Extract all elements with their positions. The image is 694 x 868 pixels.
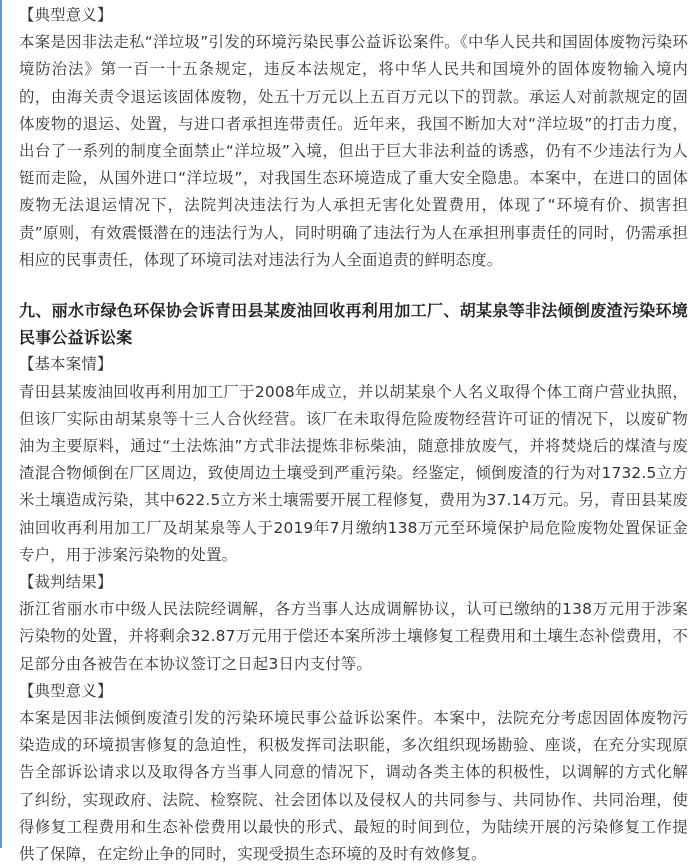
- section-label-result: 【裁判结果】: [19, 573, 113, 592]
- significance-paragraph-2: 本案是因非法倾倒废渣引发的污染环境民事公益诉讼案件。本案中，法院充分考虑因固体废物污染造成的环境损害修复的急迫性，积极发挥司法职能，多次组织现场勘验、座谈，在充分实现原告全部诉讼请求以及取得各方当事人同意的情况下，调动各类主体的积极性，以调解的方式化解了纠纷，实现政府、法院、检察院、社会团体以及侵权人的共同参与、共同协作、共同治理，使得修复工程费用和生态补偿费用以最快的形式、最短的时间到位，为陆续开展的污染修复工作提供了保障，在定纷止争的同时，实现受损生态环境的及时有效修复。: [19, 709, 688, 864]
- article-body: [2, 0, 694, 868]
- result-paragraph: 浙江省丽水市中级人民法院经调解，各方当事人达成调解协议，认可已缴纳的138万元用于涉案污染物的处置，并将剩余32.87万元用于偿还本案所涉土壤修复工程费用和土壤生态补偿费用，不足部分由各被告在本协议签订之日起3日内支付等。: [19, 600, 688, 673]
- section-label-significance-2: 【典型意义】: [19, 681, 113, 700]
- significance-paragraph-1: 本案是因非法走私“洋垃圾”引发的环境污染民事公益诉讼案件。《中华人民共和国固体废物污染环境防治法》第一百一十五条规定，违反本法规定，将中华人民共和国境外的固体废物输入境内的，由海关责令退运该固体废物，处五十万元以上五百万元以下的罚款。承运人对前款规定的固体废物的退运、处置，与进口者承担连带责任。近年来，我国不断加大对“洋垃圾”的打击力度，出台了一系列的制度全面禁止“洋垃圾”入境，但出于巨大非法利益的诱惑，仍有不少违法行为人铤而走险，从国外进口“洋垃圾”，对我国生态环境造成了重大安全隐患。本案中，在进口的固体废物无法退运情况下，法院判决违法行为人承担无害化处置费用，体现了“环境有价、损害担责”原则，有效震慑潜在的违法行为人，同时明确了违法行为人在承担刑事责任的同时，仍需承担相应的民事责任，体现了环境司法对违法行为人全面追责的鲜明态度。: [19, 33, 688, 269]
- facts-paragraph: 青田县某废油回收再利用加工厂于2008年成立，并以胡某泉个人名义取得个体工商户营业执照，但该厂实际由胡某泉等十三人合伙经营。该厂在未取得危险废物经营许可证的情况下，以废矿物油为主要原料，通过“土法炼油”方式非法提炼非标柴油，随意排放废气，并将焚烧后的煤渣与废渣混合物倾倒在厂区周边，致使周边土壤受到严重污染。经鉴定，倾倒废渣的行为对1732.5立方米土壤造成污染，其中622.5立方米土壤需要开展工程修复，费用为37.14万元。另，青田县某废油回收再利用加工厂及胡某泉等人于2019年7月缴纳138万元至环境保护局危险废物处置保证金专户，用于涉案污染物的处置。: [19, 382, 688, 564]
- section-label-significance: 【典型意义】: [19, 6, 113, 24]
- case-heading: 九、丽水市绿色环保协会诉青田县某废油回收再利用加工厂、胡某泉等非法倾倒废渣污染环境民事公益诉讼案: [19, 301, 688, 348]
- section-label-facts: 【基本案情】: [19, 355, 113, 374]
